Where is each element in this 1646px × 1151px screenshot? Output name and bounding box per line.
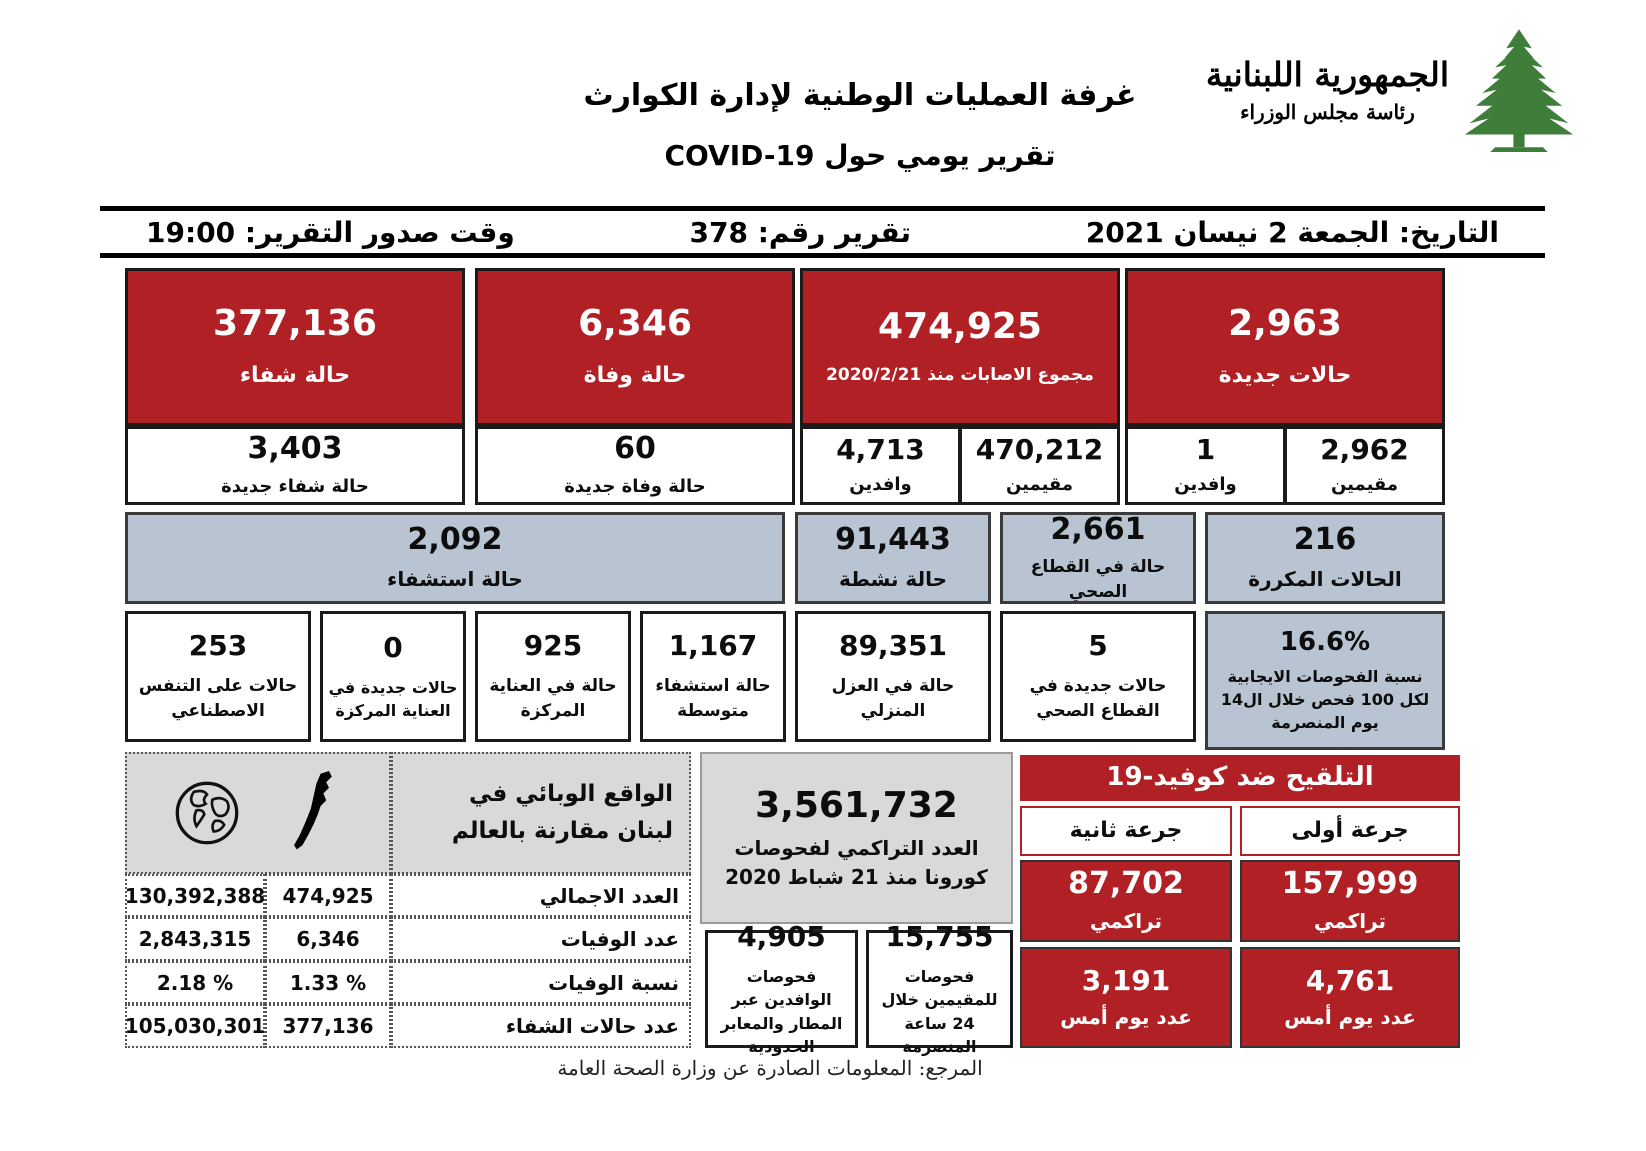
report-number: تقرير رقم: 378 (689, 215, 912, 249)
recovered-new-label: حالة شفاء جديدة (221, 475, 369, 497)
new-residents-label: مقيمين (1330, 473, 1399, 495)
moderate-label: حالة استشفاء متوسطة (655, 676, 771, 721)
second-dose-cumulative-label: تراكمي (1089, 909, 1163, 933)
new-residents-card (1284, 426, 1445, 505)
first-dose-cumulative-label: تراكمي (1313, 909, 1387, 933)
ventilator-card (125, 611, 311, 742)
second-dose-yesterday-card (1020, 947, 1232, 1048)
health-sector-card (1000, 512, 1196, 604)
comparison-title: الواقع الوبائي في لبنان مقارنة بالعالم (391, 752, 691, 874)
comparison-label-deaths: عدد الوفيات (391, 917, 691, 961)
new-residents-value: 2,962 (1320, 432, 1409, 466)
total-arrivals-label: وافدين (849, 473, 912, 495)
new-cases-label: حالات جديدة (1218, 362, 1352, 388)
hospitalized-value: 2,092 (407, 522, 503, 557)
second-dose-yesterday-value: 3,191 (1081, 963, 1171, 997)
active-cases-card (795, 512, 991, 604)
tests-cumulative-label: العدد التراكمي لفحوصات كورونا منذ 21 شباط 2020 (725, 835, 988, 889)
positivity-value: 16.6% (1279, 626, 1371, 657)
first-dose-yesterday-label: عدد يوم أمس (1284, 1004, 1416, 1029)
deaths-new-value: 60 (614, 430, 656, 466)
first-dose-yesterday-value: 4,761 (1305, 963, 1395, 997)
health-sector-new-value: 5 (1088, 629, 1108, 663)
deaths-total-label: حالة وفاة (583, 362, 687, 388)
total-arrivals-card (800, 426, 961, 505)
health-sector-new-card (1000, 611, 1196, 742)
first-dose-header-label: جرعة أولى (1291, 818, 1409, 844)
deaths-total-card (475, 268, 795, 426)
total-residents-label: مقيمين (1005, 473, 1074, 495)
comparison-world-total: 130,392,388 (125, 874, 265, 917)
deaths-new-label: حالة وفاة جديدة (564, 475, 706, 497)
tests-residents-value: 15,755 (885, 920, 994, 954)
new-arrivals-card (1125, 426, 1286, 505)
comparison-world-recovered: 105,030,301 (125, 1004, 265, 1048)
report-title-block (430, 78, 1290, 172)
recurrent-cases-value: 216 (1293, 522, 1357, 557)
recurrent-cases-label: الحالات المكررة (1248, 567, 1402, 591)
recurrent-cases-card (1205, 512, 1445, 604)
total-arrivals-value: 4,713 (836, 432, 925, 466)
cases-total-card (800, 268, 1120, 426)
meta-bar (100, 206, 1545, 258)
total-residents-card (959, 426, 1120, 505)
globe-icon (174, 780, 240, 846)
recovered-new-value: 3,403 (247, 430, 343, 466)
first-dose-header (1240, 806, 1460, 856)
new-arrivals-label: وافدين (1174, 473, 1237, 495)
recovered-total-label: حالة شفاء (239, 362, 351, 388)
tests-cumulative-card (700, 752, 1013, 924)
icu-label: حالة في العناية المركزة (489, 676, 617, 721)
vaccination-title: التلقيح ضد كوفيد-19 (1106, 762, 1374, 793)
recovered-total-value: 377,136 (213, 302, 377, 344)
logo-council-line: رئاسة مجلس الوزراء (1240, 99, 1415, 124)
health-sector-value: 2,661 (1050, 511, 1146, 547)
recovered-new-card (125, 426, 465, 505)
comparison-label-death-rate: نسبة الوفيات (391, 961, 691, 1004)
positivity-label: نسبة الفحوصات الايجابية لكل 100 فحص خلال ال14 يوم المنصرمة (1220, 666, 1430, 733)
source-note: المرجع: المعلومات الصادرة عن وزارة الصحة العامة (557, 1056, 983, 1080)
hospitalized-card (125, 512, 785, 604)
logo-republic-line: الجمهورية اللبنانية (1205, 54, 1449, 94)
health-sector-label: حالة في القطاع الصحي (1030, 556, 1166, 602)
home-isolation-label: حالة في العزل المنزلي (831, 676, 955, 721)
tests-arrivals-label: فحوصات الوافدين عبر المطار والمعابر الحدودية (720, 967, 843, 1056)
comparison-label-total: العدد الاجمالي (391, 874, 691, 917)
home-isolation-card (795, 611, 991, 742)
comparison-lebanon-total: 474,925 (265, 874, 391, 917)
report-date: التاريخ: الجمعة 2 نيسان 2021 (1085, 215, 1499, 249)
icu-value: 925 (523, 629, 583, 663)
first-dose-cumulative-value: 157,999 (1281, 866, 1419, 901)
active-cases-label: حالة نشطة (839, 567, 947, 591)
comparison-lebanon-recovered: 377,136 (265, 1004, 391, 1048)
hospitalized-label: حالة استشفاء (387, 567, 523, 591)
second-dose-header (1020, 806, 1232, 856)
comparison-world-deaths: 2,843,315 (125, 917, 265, 961)
cedar-tree-icon (1463, 26, 1575, 152)
comparison-lebanon-death-rate: 1.33 % (265, 961, 391, 1004)
deaths-total-value: 6,346 (578, 302, 692, 344)
lebanon-map-icon (288, 771, 342, 855)
tests-cumulative-value: 3,561,732 (755, 784, 958, 826)
icu-new-card (320, 611, 466, 742)
health-sector-new-label: حالات جديدة في القطاع الصحي (1029, 676, 1167, 721)
second-dose-cumulative-card (1020, 860, 1232, 942)
second-dose-cumulative-value: 87,702 (1068, 866, 1184, 901)
total-residents-value: 470,212 (975, 432, 1104, 466)
second-dose-yesterday-label: عدد يوم أمس (1060, 1004, 1192, 1029)
second-dose-header-label: جرعة ثانية (1069, 818, 1183, 844)
moderate-value: 1,167 (668, 629, 758, 663)
cases-total-value: 474,925 (878, 306, 1042, 348)
new-cases-card (1125, 268, 1445, 426)
tests-arrivals-card (705, 920, 858, 1056)
vaccination-header (1020, 755, 1460, 801)
tests-residents-label: فحوصات للمقيمين خلال 24 ساعة المنصرمة (881, 967, 998, 1056)
report-subtitle: تقرير يومي حول COVID-19 (664, 139, 1056, 172)
first-dose-cumulative-card (1240, 860, 1460, 942)
comparison-icons-cell (125, 752, 391, 874)
moderate-card (640, 611, 786, 742)
report-time: وقت صدور التقرير: 19:00 (146, 215, 515, 249)
active-cases-value: 91,443 (835, 522, 951, 557)
ventilator-label: حالات على التنفس الاصطناعي (138, 676, 298, 721)
ventilator-value: 253 (188, 629, 248, 663)
tests-residents-card (866, 920, 1013, 1056)
recovered-total-card (125, 268, 465, 426)
icu-new-label: حالات جديدة في العناية المركزة (328, 677, 458, 720)
cases-total-label: مجموع الاصابات منذ 2020/2/21 (826, 365, 1094, 386)
new-arrivals-value: 1 (1195, 432, 1216, 466)
deaths-new-card (475, 426, 795, 505)
org-title: غرفة العمليات الوطنية لإدارة الكوارث (583, 78, 1137, 113)
positivity-card (1205, 611, 1445, 750)
icu-new-value: 0 (383, 630, 403, 664)
comparison-world-death-rate: 2.18 % (125, 961, 265, 1004)
comparison-lebanon-deaths: 6,346 (265, 917, 391, 961)
comparison-label-recovered: عدد حالات الشفاء (391, 1004, 691, 1048)
home-isolation-value: 89,351 (838, 629, 948, 663)
new-cases-value: 2,963 (1228, 302, 1342, 344)
first-dose-yesterday-card (1240, 947, 1460, 1048)
tests-arrivals-value: 4,905 (737, 920, 826, 954)
world-comparison-table (125, 752, 691, 1048)
icu-card (475, 611, 631, 742)
